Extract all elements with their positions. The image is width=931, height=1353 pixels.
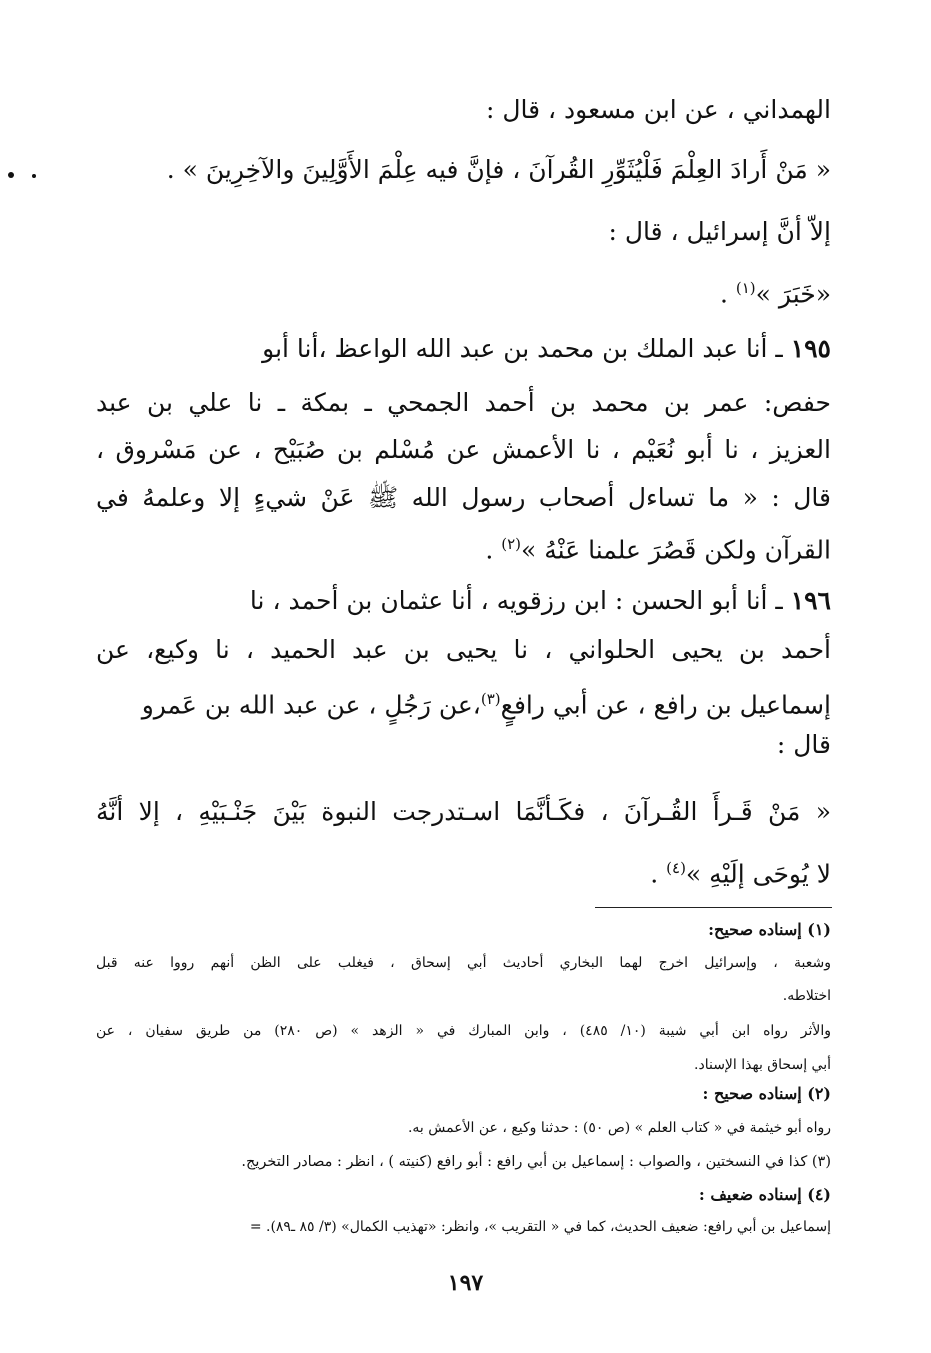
paragraph-195-line: القرآن ولكن قَصُرَ علمنا عَنْهُ »$^{(٢)}$ . [485, 535, 831, 565]
footnote-4-text: إسماعيل بن أبي رافع: ضعيف الحديث، كما في « التقريب »، وانظر: «تهذيب الكمال» (٣/ ٨٥ ـ٨٩). = [249, 1219, 831, 1235]
quote-text: «خَبَرَ » [755, 279, 831, 309]
footnote-1-text: وشعبة ، وإسرائيل اخرج لهما البخاري أحاديث أبي إسحاق ، فيغلب على الظن أنهم رووا عنه قبل [96, 955, 831, 971]
quote-line: « مَنْ أَرادَ العِلْمَ فَلْيُثَوِّرِ القُرآنَ ، فإنَّ فيه عِلْمَ الأَوَّلِينَ والآخِرِينَ » . [166, 155, 831, 184]
hadith-number: ١٩٥ [790, 334, 831, 363]
footnote-1-text: والأثر رواه ابن أبي شيبة (١٠/ ٤٨٥) ، وابن المبارك في « الزهد » (ص ٢٨٠) من طريق سفيان ، عن [96, 1023, 831, 1039]
paragraph-196-line: ١٩٦ ـ أنا أبو الحسن : ابن رزقويه ، أنا عثمان بن أحمد ، نا [249, 586, 831, 615]
paragraph-196-line: قال : [776, 730, 831, 759]
body-line: إلاّ أنَّ إسرائيل ، قال : [608, 217, 831, 246]
hadith-number: ١٩٦ [790, 586, 831, 615]
body-line: «خَبَرَ »$^{(١)}$ . [719, 279, 831, 309]
footnote-ref: (١) [735, 279, 756, 297]
footnote-4-title: (٤) إسناده ضعيف : [698, 1185, 831, 1204]
footnote-separator [595, 907, 832, 908]
margin-dot [8, 172, 14, 178]
page-number: ١٩٧ [447, 1270, 484, 1296]
footnote-1-text: اختلاطه. [782, 988, 831, 1004]
paragraph-196-line: إسماعيل بن رافع ، عن أبي رافعٍ$^{(٣)}$،عن رَجُلٍ ، عن عبد الله بن عَمرو [141, 690, 831, 720]
footnote-2-title: (٢) إسناده صحيح : [702, 1084, 831, 1103]
footnote-ref: (٣) [480, 690, 501, 708]
paragraph-196-line: أحمد بن يحيى الحلواني ، نا يحيى بن عبد الحميد ، نا وكيع، عن [96, 635, 831, 664]
footnote-1-title: (١) إسناده صحيح: [708, 920, 831, 939]
body-line: الهمداني ، عن ابن مسعود ، قال : [485, 95, 831, 124]
footnote-ref: (٤) [666, 859, 686, 877]
quote-line: « مَنْ قَـرأَ القُـرآنَ ، فكَـأنَّمَا اسـتدرجت النبوة بَيْنَ جَنْـبَيْهِ ، إلا أنَّهُ [96, 797, 831, 826]
footnote-ref: (٢) [501, 535, 522, 553]
paragraph-195-line: ١٩٥ ـ أنا عبد الملك بن محمد بن عبد الله الواعظ ،أنا أبو [262, 334, 831, 363]
paragraph-195-line: العزيز ، نا أبو نُعَيْم ، نا الأعمش عن مُسْلم بن صُبَيْح ، عن مَسْروق ، [96, 435, 831, 464]
footnote-3-text: (٣) كذا في النسختين ، والصواب : إسماعيل بن أبي رافع : أبو رافع (كنيته ) ، انظر : مصادر التخريج. [241, 1154, 831, 1170]
paragraph-195-line: قال : « ما تساءل أصحاب رسول الله ﷺ عَنْ شيءٍ إلا وعلمهُ في [96, 483, 831, 512]
margin-dot [32, 174, 36, 178]
paragraph-195-line: حفص: عمر بن محمد بن أحمد الجمحي ـ بمكة ـ نا علي بن عبد [96, 388, 831, 417]
footnote-2-text: رواه أبو خيثمة في « كتاب العلم » (ص ٥٠) : حدثنا وكيع ، عن الأعمش به. [407, 1120, 831, 1136]
footnote-1-text: أبي إسحاق بهذا الإسناد. [694, 1057, 831, 1073]
quote-line: لا يُوحَى إلَيْهِ »$^{(٤)}$ . [650, 859, 831, 889]
